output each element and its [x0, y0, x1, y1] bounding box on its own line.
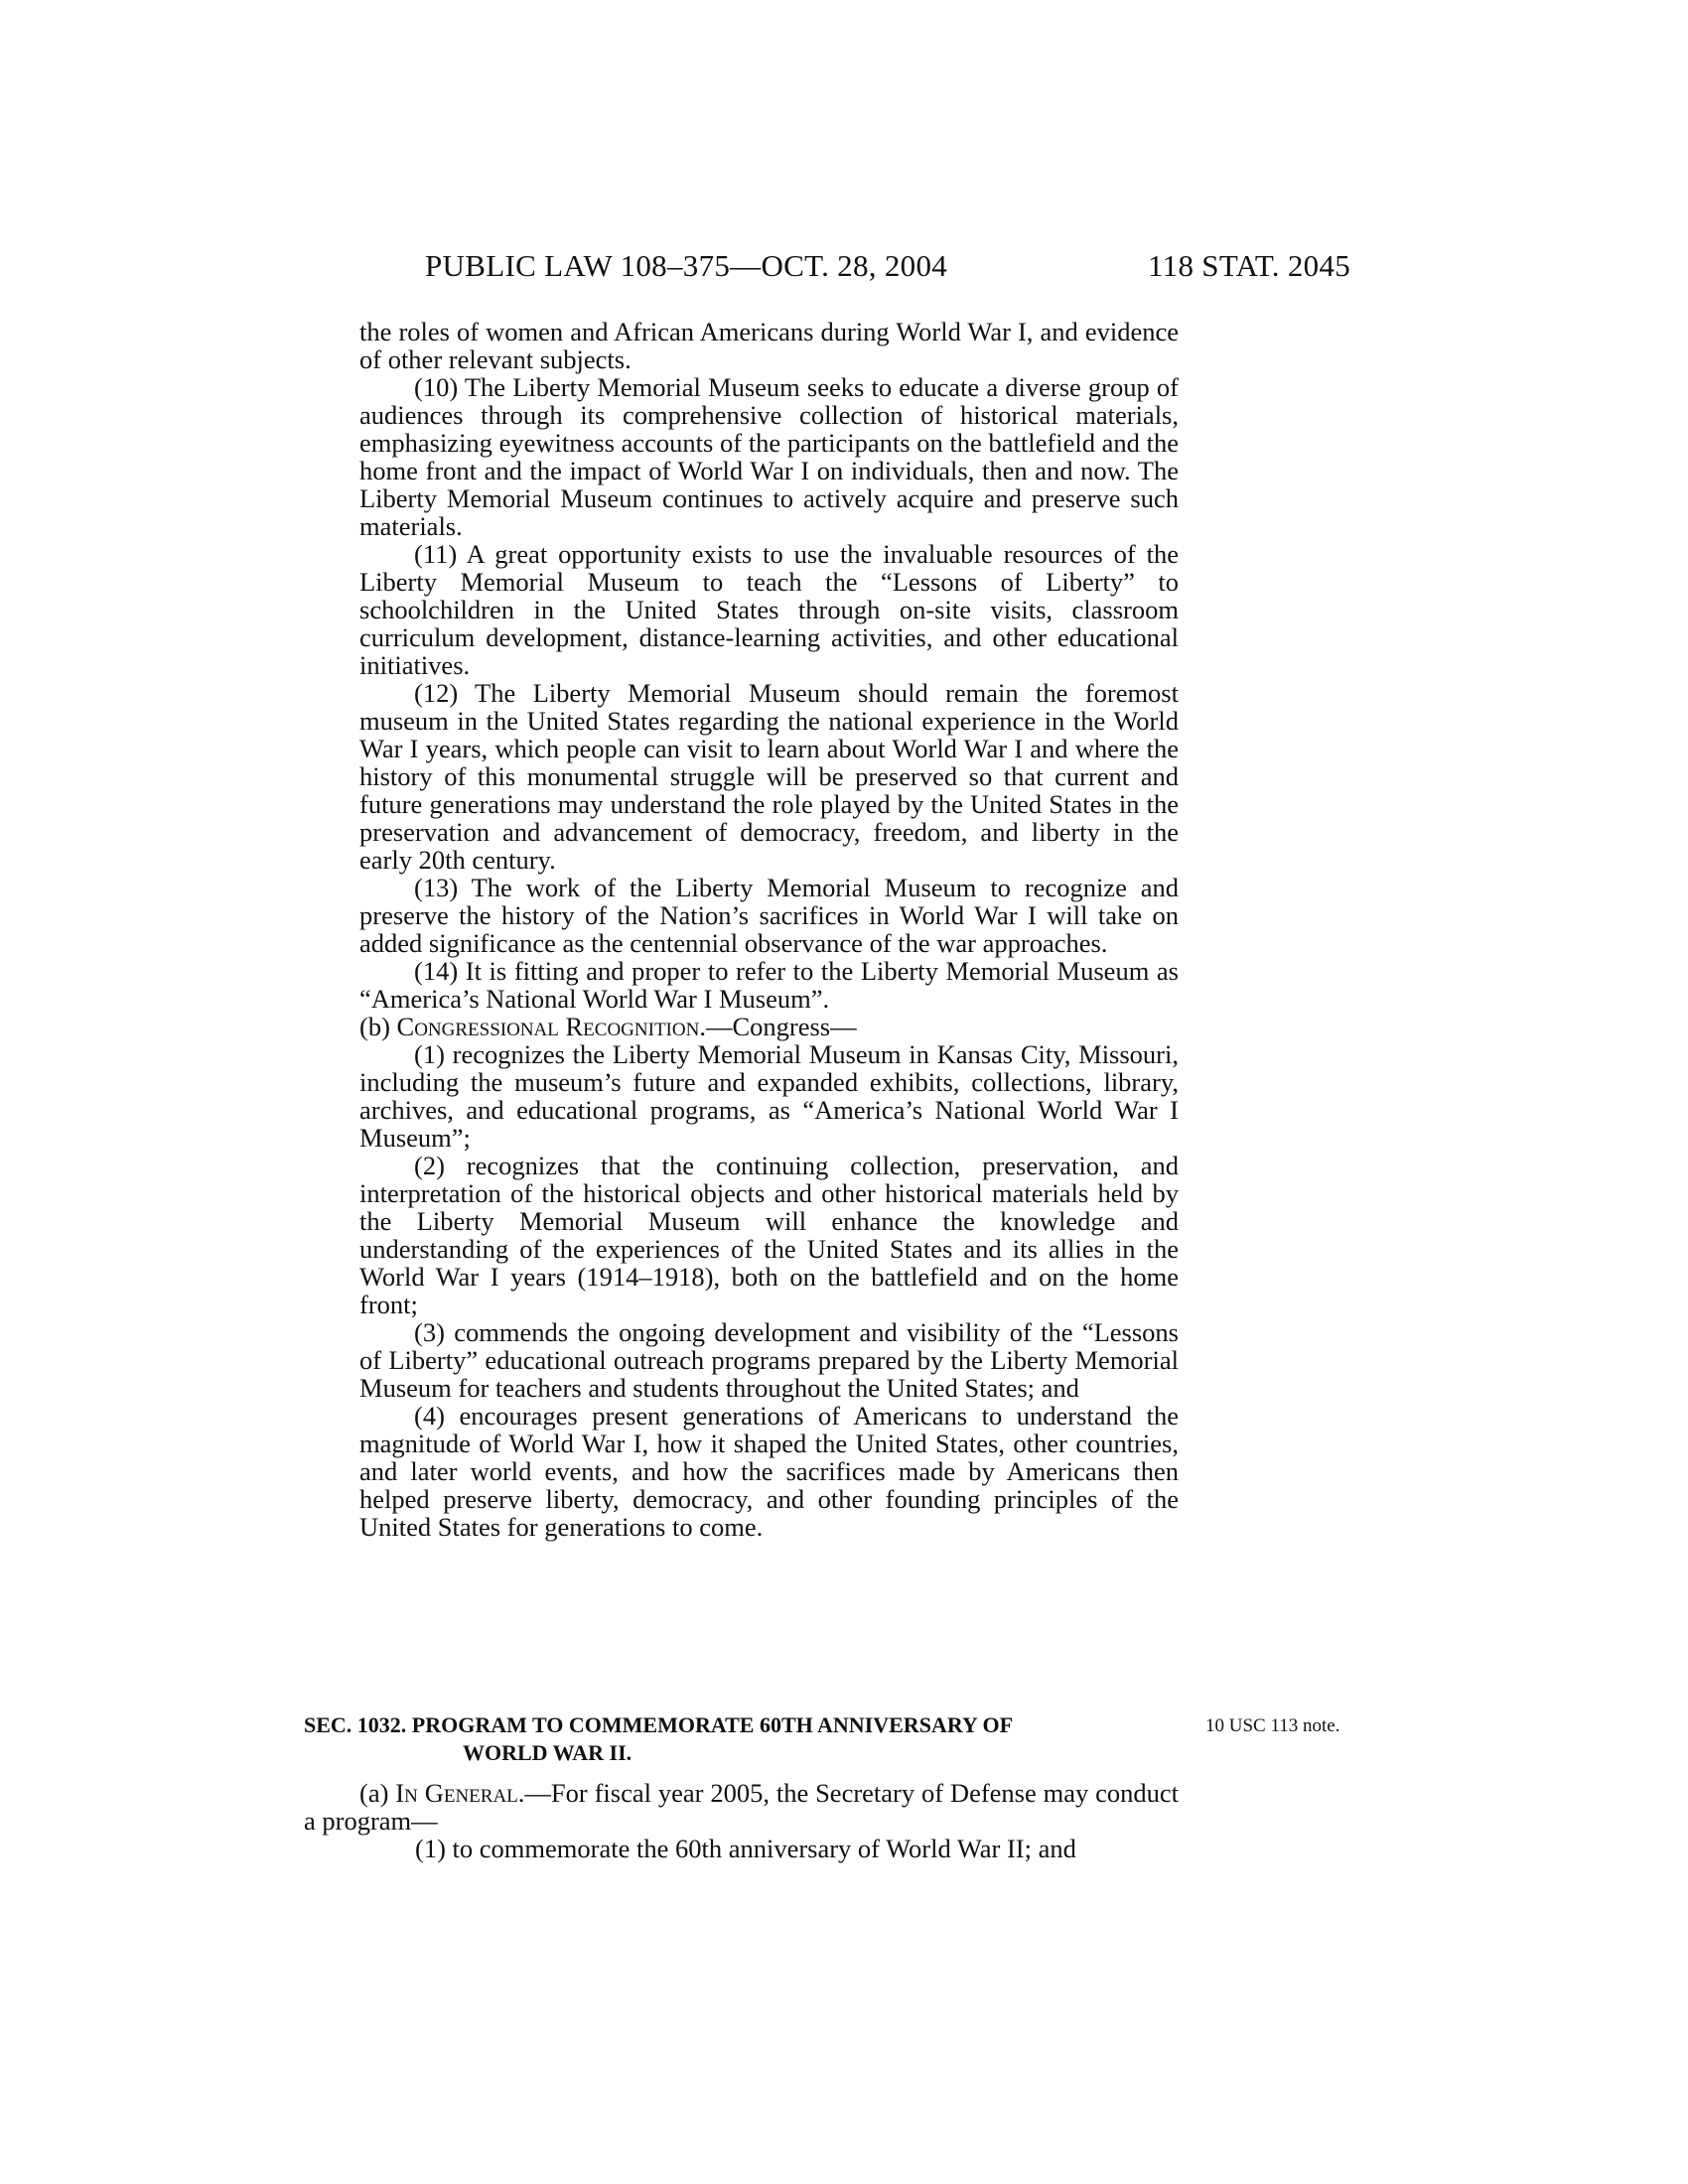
subsection-b-rest: .—Congress—	[699, 1012, 857, 1041]
finding-10: (10) The Liberty Memorial Museum seeks to educate a diverse group of audiences through its comprehensive collection of historical materials, emphasizing eyewitness accounts of the participants on the battlefield and the home front and the impact of World War I on individuals, then and now. The Liberty Memorial Museum continues to actively acquire and preserve such materials.	[359, 372, 1179, 541]
recognition-4: (4) encourages present generations of Americans to understand the magnitude of World War I, how it shaped the United States, other countries, and later world events, and how the sacrifices made by Americans then helped preserve liberty, democracy, and other founding principles of the United States for generations to come.	[359, 1401, 1179, 1542]
subsection-a	[304, 1779, 1179, 1835]
finding-13: (13) The work of the Liberty Memorial Museum to recognize and preserve the history of the Nation’s sacrifices in World War I will take on added significance as the centennial observance of the war approaches.	[359, 873, 1179, 958]
section-heading-line-2: WORLD WAR II.	[463, 1740, 633, 1765]
subsection-b-title: Congressional Recognition	[396, 1012, 700, 1041]
page-number: 118 STAT. 2045	[1148, 248, 1351, 283]
subsection-a-title: In General	[395, 1778, 518, 1808]
subsection-a-rest: .—For fiscal year 2005, the Secretary of Defense may conduct a program—	[304, 1778, 1180, 1836]
section-heading	[304, 1711, 1173, 1767]
section-heading-line-1: SEC. 1032. PROGRAM TO COMMEMORATE 60TH ANNIVERSARY OF	[304, 1712, 1014, 1737]
recognition-2: (2) recognizes that the continuing collection, preservation, and interpretation of the historical objects and other historical materials held by the Liberty Memorial Museum will enhance the knowledge and understanding of the experiences of the United States and its allies in the World War I years (1914–1918), both on the battlefield and on the home front;	[359, 1151, 1179, 1319]
running-head-title: PUBLIC LAW 108–375—OCT. 28, 2004	[425, 248, 948, 283]
paragraph-continued: the roles of women and African Americans during World War I, and evidence of other relevant subjects.	[359, 317, 1179, 374]
page-header	[0, 248, 1688, 288]
recognition-1: (1) recognizes the Liberty Memorial Museum in Kansas City, Missouri, including the museum’s future and expanded exhibits, collections, library, archives, and educational programs, as “America’s National World War I Museum”;	[359, 1039, 1179, 1153]
subsection-a-label: (a)	[359, 1778, 396, 1808]
margin-note: 10 USC 113 note.	[1205, 1715, 1340, 1736]
main-text	[359, 318, 1179, 1541]
program-item-1: (1) to commemorate the 60th anniversary of World War II; and	[415, 1834, 1076, 1863]
section-text	[304, 1779, 1179, 1862]
finding-11: (11) A great opportunity exists to use the invaluable resources of the Liberty Memorial Museum to teach the “Lessons of Liberty” to schoolchildren in the United States through on-site visits, classroom curriculum development, distance-learning activities, and other educational initiatives.	[359, 539, 1179, 680]
subsection-b-label: (b)	[359, 1012, 397, 1041]
subsection-b-heading	[359, 1013, 1179, 1040]
recognition-3: (3) commends the ongoing development and visibility of the “Lessons of Liberty” educational outreach programs prepared by the Liberty Memorial Museum for teachers and students throughout the United States; and	[359, 1317, 1179, 1403]
finding-14: (14) It is fitting and proper to refer to the Liberty Memorial Museum as “America’s National World War I Museum”.	[359, 956, 1179, 1014]
section-heading-block	[304, 1711, 1396, 1781]
finding-12: (12) The Liberty Memorial Museum should remain the foremost museum in the United States regarding the national experience in the World War I years, which people can visit to learn about World War I and where the history of this monumental struggle will be preserved so that current and future generations may understand the role played by the United States in the preservation and advancement of democracy, freedom, and liberty in the early 20th century.	[359, 678, 1179, 875]
